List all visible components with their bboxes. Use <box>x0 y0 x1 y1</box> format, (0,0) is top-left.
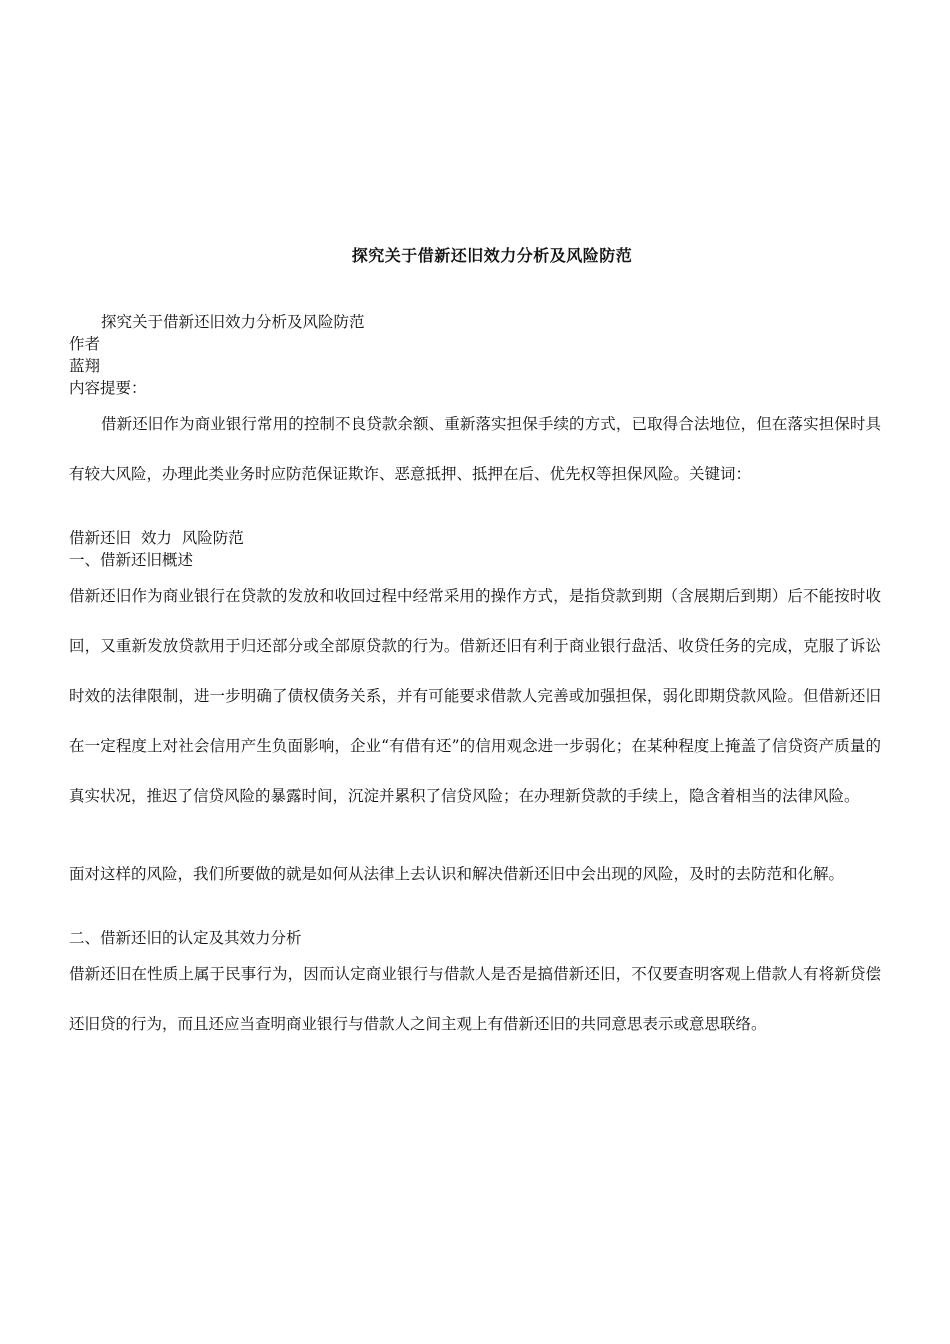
section-2-heading: 二、借新还旧的认定及其效力分析 <box>69 929 302 947</box>
section-2-paragraph-1: 借新还旧在性质上属于民事行为，因而认定商业银行与借款人是否是搞借新还旧，不仅要查明客观上借款人有将新贷偿还旧贷的行为，而且还应当查明商业银行与借款人之间主观上有借新还旧的共同意思表示或意思联络。 <box>69 965 881 1033</box>
section-1-heading: 一、借新还旧概述 <box>69 551 194 569</box>
abstract-paragraph: 借新还旧作为商业银行常用的控制不良贷款余额、重新落实担保手续的方式，已取得合法地位，但在落实担保时具有较大风险，办理此类业务时应防范保证欺诈、恶意抵押、抵押在后、优先权等担保风险。关键词： <box>69 415 881 483</box>
section-1-paragraph-2: 面对这样的风险，我们所要做的就是如何从法律上去认识和解决借新还旧中会出现的风险，及时的去防范和化解。 <box>69 865 845 883</box>
document-subtitle: 探究关于借新还旧效力分析及风险防范 <box>101 313 365 331</box>
author-label: 作者 <box>69 335 101 353</box>
document-body <box>69 311 881 1049</box>
document-title: 探究关于借新还旧效力分析及风险防范 <box>351 246 633 265</box>
section-1-paragraph-1: 借新还旧作为商业银行在贷款的发放和收回过程中经常采用的操作方式，是指贷款到期（含展期后到期）后不能按时收回，又重新发放贷款用于归还部分或全部原贷款的行为。借新还旧有利于商业银行盘活、收贷任务的完成，克服了诉讼时效的法律限制，进一步明确了债权债务关系，并有可能要求借款人完善或加强担保，弱化即期贷款风险。但借新还旧在一定程度上对社会信用产生负面影响，企业“有借有还”的信用观念进一步弱化；在某种程度上掩盖了信贷资产质量的真实状况，推迟了信贷风险的暴露时间，沉淀并累积了信贷风险；在办理新贷款的手续上，隐含着相当的法律风险。 <box>69 587 881 805</box>
abstract-label: 内容提要： <box>69 379 147 397</box>
keywords-line: 借新还旧 效力 风险防范 <box>69 529 244 547</box>
author-name: 蓝翔 <box>69 357 101 375</box>
